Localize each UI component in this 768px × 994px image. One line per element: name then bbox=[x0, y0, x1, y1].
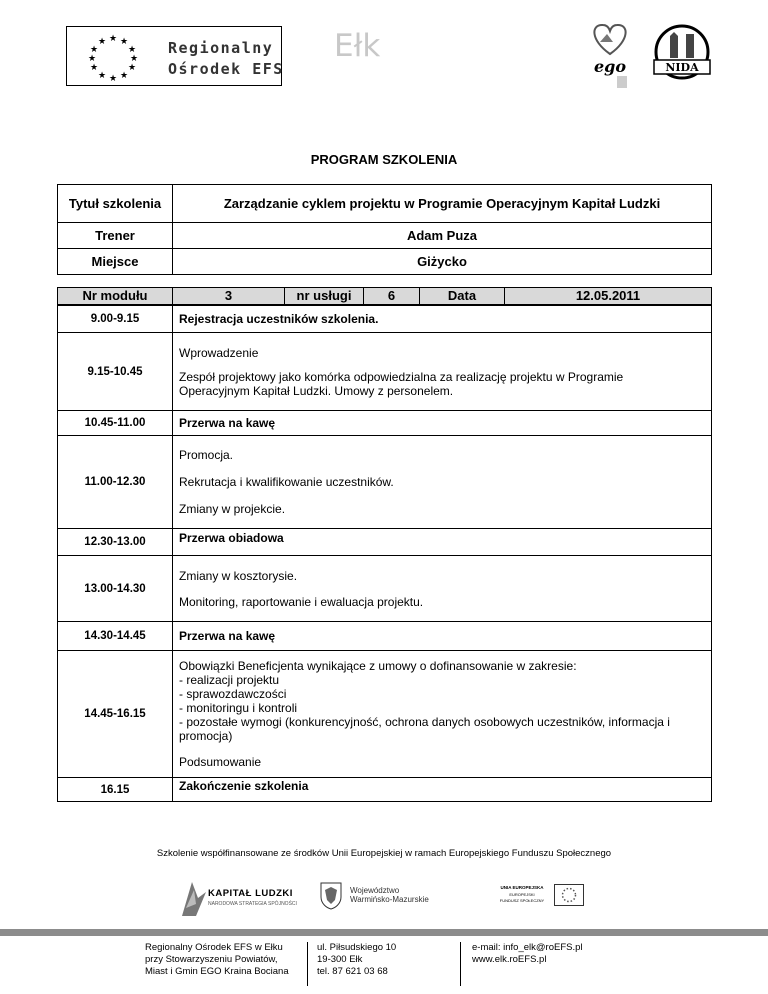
ego-text: ego bbox=[593, 57, 627, 76]
footer-contact bbox=[472, 942, 583, 966]
table-row bbox=[58, 556, 712, 622]
svg-text:★: ★ bbox=[89, 45, 99, 55]
table-row bbox=[58, 778, 712, 802]
footer-text: przy Stowarzyszeniu Powiatów, bbox=[145, 954, 278, 965]
place-label: Miejsce bbox=[58, 249, 173, 275]
row-text: Monitoring, raportowanie i ewaluacja projektu. bbox=[179, 594, 424, 609]
row-text: Zakończenie szkolenia bbox=[179, 779, 309, 793]
time-cell: 10.45-11.00 bbox=[58, 411, 173, 436]
eu-efs-logo bbox=[494, 882, 590, 912]
content-cell bbox=[173, 333, 712, 411]
time-cell: 14.45-16.15 bbox=[58, 651, 173, 778]
time-cell: 9.15-10.45 bbox=[58, 333, 173, 411]
table-row bbox=[58, 651, 712, 778]
row-text: Zespół projektowy jako komórka odpowiedzialna za realizację projektu w Programie bbox=[179, 369, 624, 384]
row-text: - sprawozdawczości bbox=[179, 687, 287, 701]
kl-subtitle: NARODOWA STRATEGIA SPÓJNOŚCI bbox=[208, 901, 297, 907]
content-cell bbox=[173, 306, 712, 333]
warmia-mazury-logo bbox=[320, 880, 450, 914]
svg-text:★: ★ bbox=[127, 63, 137, 73]
content-cell bbox=[173, 436, 712, 529]
footer-text: tel. 87 621 03 68 bbox=[317, 966, 388, 977]
row-text: - realizacji projektu bbox=[179, 673, 280, 687]
time-cell: 12.30-13.00 bbox=[58, 529, 173, 556]
svg-text:★: ★ bbox=[97, 71, 107, 81]
footer-text: Regionalny Ośrodek EFS w Ełku bbox=[145, 942, 283, 953]
place-value: Giżycko bbox=[173, 249, 712, 275]
svg-text:★: ★ bbox=[127, 45, 137, 55]
eu-stars-icon bbox=[68, 28, 158, 84]
date-label: Data bbox=[420, 288, 505, 304]
row-text: Rejestracja uczestników szkolenia. bbox=[179, 312, 379, 326]
row-text: Operacyjnym Kapitał Ludzki. Umowy z personelem. bbox=[179, 383, 454, 398]
cofinancing-note: Szkolenie współfinansowane ze środków Unii Europejskiej w ramach Europejskiego Funduszu Społecznego bbox=[156, 848, 612, 859]
kapital-ludzki-logo bbox=[178, 878, 298, 918]
svg-text:★: ★ bbox=[87, 54, 97, 64]
training-title-value: Zarządzanie cyklem projektu w Programie Operacyjnym Kapitał Ludzki bbox=[173, 185, 712, 223]
row-text: Wprowadzenie bbox=[179, 345, 259, 360]
row-text: Przerwa obiadowa bbox=[179, 531, 284, 545]
table-row bbox=[58, 529, 712, 556]
content-cell bbox=[173, 778, 712, 802]
schedule-table bbox=[57, 305, 712, 802]
module-header-row bbox=[57, 287, 712, 305]
city-label: Ełk bbox=[334, 28, 381, 64]
footer-text: Miast i Gmin EGO Kraina Bociana bbox=[145, 966, 289, 977]
content-cell bbox=[173, 556, 712, 622]
eu-flag-icon bbox=[554, 884, 584, 906]
efs-logo-text bbox=[168, 38, 284, 80]
coat-of-arms-icon bbox=[320, 882, 342, 910]
footer-email[interactable]: e-mail: info_elk@roEFS.pl bbox=[472, 942, 583, 953]
row-text: Podsumowanie bbox=[179, 755, 262, 769]
svg-text:★: ★ bbox=[129, 54, 139, 64]
wm-line2: Warmińsko-Mazurskie bbox=[350, 895, 429, 904]
table-row bbox=[58, 436, 712, 529]
row-text: Przerwa na kawę bbox=[179, 629, 276, 643]
wm-line1: Województwo bbox=[350, 886, 400, 895]
time-cell: 14.30-14.45 bbox=[58, 622, 173, 651]
row-text: Zmiany w projekcie. bbox=[179, 502, 286, 516]
svg-text:★: ★ bbox=[89, 63, 99, 73]
svg-text:★: ★ bbox=[119, 71, 129, 81]
svg-text:★: ★ bbox=[97, 37, 107, 47]
time-cell: 9.00-9.15 bbox=[58, 306, 173, 333]
service-label: nr usługi bbox=[285, 288, 364, 304]
footer-text: 19-300 Ełk bbox=[317, 954, 363, 965]
training-info-table bbox=[57, 184, 712, 275]
kl-title: KAPITAŁ LUDZKI bbox=[208, 888, 293, 899]
ue-line2: EUROPEJSKI bbox=[509, 892, 535, 897]
time-cell: 13.00-14.30 bbox=[58, 556, 173, 622]
footer-address-street bbox=[317, 942, 396, 978]
nida-text: NIDA bbox=[665, 61, 699, 74]
row-text: Przerwa na kawę bbox=[179, 416, 276, 430]
org-line1: Regionalny bbox=[168, 39, 274, 57]
row-text: Rekrutacja i kwalifikowanie uczestników. bbox=[179, 475, 394, 489]
kapital-ludzki-icon bbox=[178, 878, 208, 918]
table-row bbox=[58, 333, 712, 411]
svg-text:★: ★ bbox=[108, 34, 118, 44]
footer-text: ul. Piłsudskiego 10 bbox=[317, 942, 397, 953]
page-title: PROGRAM SZKOLENIA bbox=[310, 152, 458, 167]
content-cell bbox=[173, 529, 712, 556]
svg-text:★: ★ bbox=[108, 74, 118, 84]
nida-logo-icon bbox=[650, 24, 714, 84]
time-cell: 16.15 bbox=[58, 778, 173, 802]
row-text: promocja) bbox=[179, 729, 233, 743]
footer-divider bbox=[460, 942, 461, 986]
module-value: 3 bbox=[173, 288, 285, 304]
module-label: Nr modułu bbox=[58, 288, 173, 304]
ue-line3: FUNDUSZ SPOŁECZNY bbox=[499, 898, 545, 903]
trainer-value: Adam Puza bbox=[173, 223, 712, 249]
content-cell bbox=[173, 651, 712, 778]
table-row bbox=[58, 411, 712, 436]
ego-logo-icon bbox=[585, 20, 635, 92]
date-value: 12.05.2011 bbox=[575, 288, 641, 303]
footer-divider bbox=[307, 942, 308, 986]
footer-address-org bbox=[145, 942, 289, 978]
content-cell bbox=[173, 411, 712, 436]
table-row bbox=[58, 306, 712, 333]
training-title-label: Tytuł szkolenia bbox=[58, 185, 173, 223]
service-value: 6 bbox=[364, 288, 420, 304]
trainer-label: Trener bbox=[58, 223, 173, 249]
row-text: Zmiany w kosztorysie. bbox=[179, 568, 298, 583]
row-text: - pozostałe wymogi (konkurencyjność, ochrona danych osobowych uczestników, informacja i bbox=[179, 715, 670, 729]
footer-website[interactable]: www.elk.roEFS.pl bbox=[472, 954, 547, 965]
row-text: Obowiązki Beneficjenta wynikające z umowy o dofinansowanie w zakresie: bbox=[179, 659, 577, 673]
time-cell: 11.00-12.30 bbox=[58, 436, 173, 529]
footer-bar bbox=[0, 929, 768, 936]
table-row bbox=[58, 622, 712, 651]
ue-line1: UNIA EUROPEJSKA bbox=[500, 885, 544, 890]
content-cell bbox=[173, 622, 712, 651]
org-line2: Ośrodek EFS bbox=[168, 60, 284, 78]
svg-text:★: ★ bbox=[119, 37, 129, 47]
row-text: - monitoringu i kontroli bbox=[179, 701, 298, 715]
row-text: Promocja. bbox=[179, 448, 234, 462]
